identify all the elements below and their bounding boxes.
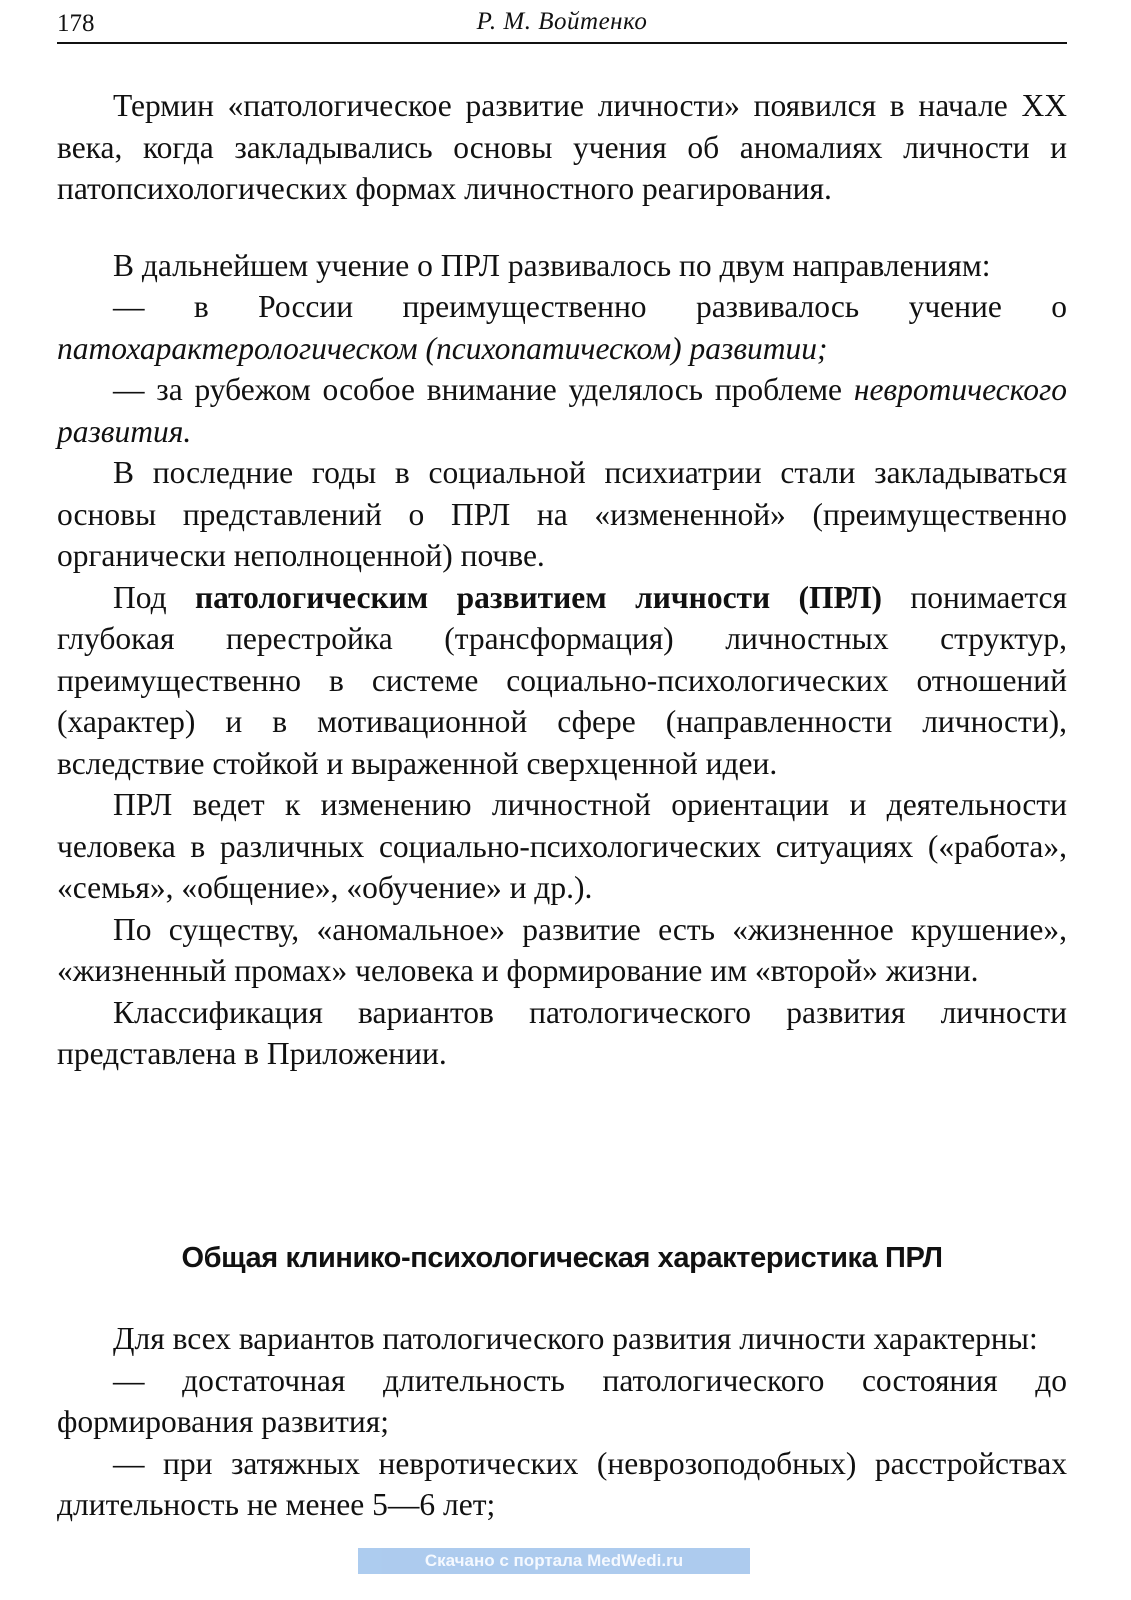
page-header xyxy=(57,4,1067,44)
list-item-abroad-italic: невротического развития. xyxy=(57,372,1067,449)
section-heading: Общая клинико-психологическая характеристика ПРЛ xyxy=(181,1242,943,1274)
list-item-russia-text: — в России преимущественно развивалось учение о xyxy=(113,289,1067,324)
watermark-banner: Скачано с портала MedWedi.ru xyxy=(358,1548,750,1574)
list-item-abroad-text: — за рубежом особое внимание уделялось проблеме xyxy=(113,372,854,407)
paragraph-all-variants: Для всех вариантов патологического развития личности характерны: xyxy=(113,1321,1038,1356)
definition-lead: Под xyxy=(113,579,195,615)
paragraph-term-origin: Термин «патологическое развитие личности» появился в начале XX века, когда закладывались основы учения об аномалиях личности и патопсихологических формах личностного реагирования. xyxy=(57,88,1067,206)
list-item-russia xyxy=(57,286,1067,369)
paragraph-classification: Классификация вариантов патологического развития личности представлена в Приложении. xyxy=(57,994,1067,1071)
body-text xyxy=(57,85,1067,1075)
paragraph-two-directions: В дальнейшем учение о ПРЛ развивалось по двум направлениям: xyxy=(113,247,991,283)
running-head: Р. М. Войтенко xyxy=(476,8,648,35)
definition-body: понимается глубокая перестройка (трансформация) личностных структур, преимущественно в системе социально-психологических отношений (характер) и в мотивационной сфере (направленности личности), вследствие стойкой и выраженной сверхценной идеи. xyxy=(57,579,1068,781)
list-item-duration: — достаточная длительность патологического состояния до формирования развития; xyxy=(57,1362,1067,1439)
list-item-abroad xyxy=(57,369,1067,452)
page-number: 178 xyxy=(57,10,95,37)
definition-term: патологическим развитием личности (ПРЛ) xyxy=(194,579,883,615)
list-item-russia-italic: патохарактерологическом (психопатическом) развитии; xyxy=(57,330,828,366)
section-text xyxy=(57,1318,1067,1526)
paragraph-essence: По существу, «аномальное» развитие есть «жизненное крушение», «жизненный промах» человека и формирование им «второй» жизни. xyxy=(57,911,1067,988)
list-item-protracted: — при затяжных невротических (неврозоподобных) расстройствах длительность не менее 5—6 лет; xyxy=(57,1445,1067,1522)
paragraph-definition xyxy=(57,577,1067,785)
paragraph-consequences: ПРЛ ведет к изменению личностной ориентации и деятельности человека в различных социально-психологических ситуациях («работа», «семья», «общение», «обучение» и др.). xyxy=(57,787,1067,905)
paragraph-recent-years: В последние годы в социальной психиатрии стали закладываться основы представлений о ПРЛ на «измененной» (преимущественно органически неполноценной) почве. xyxy=(57,455,1067,573)
